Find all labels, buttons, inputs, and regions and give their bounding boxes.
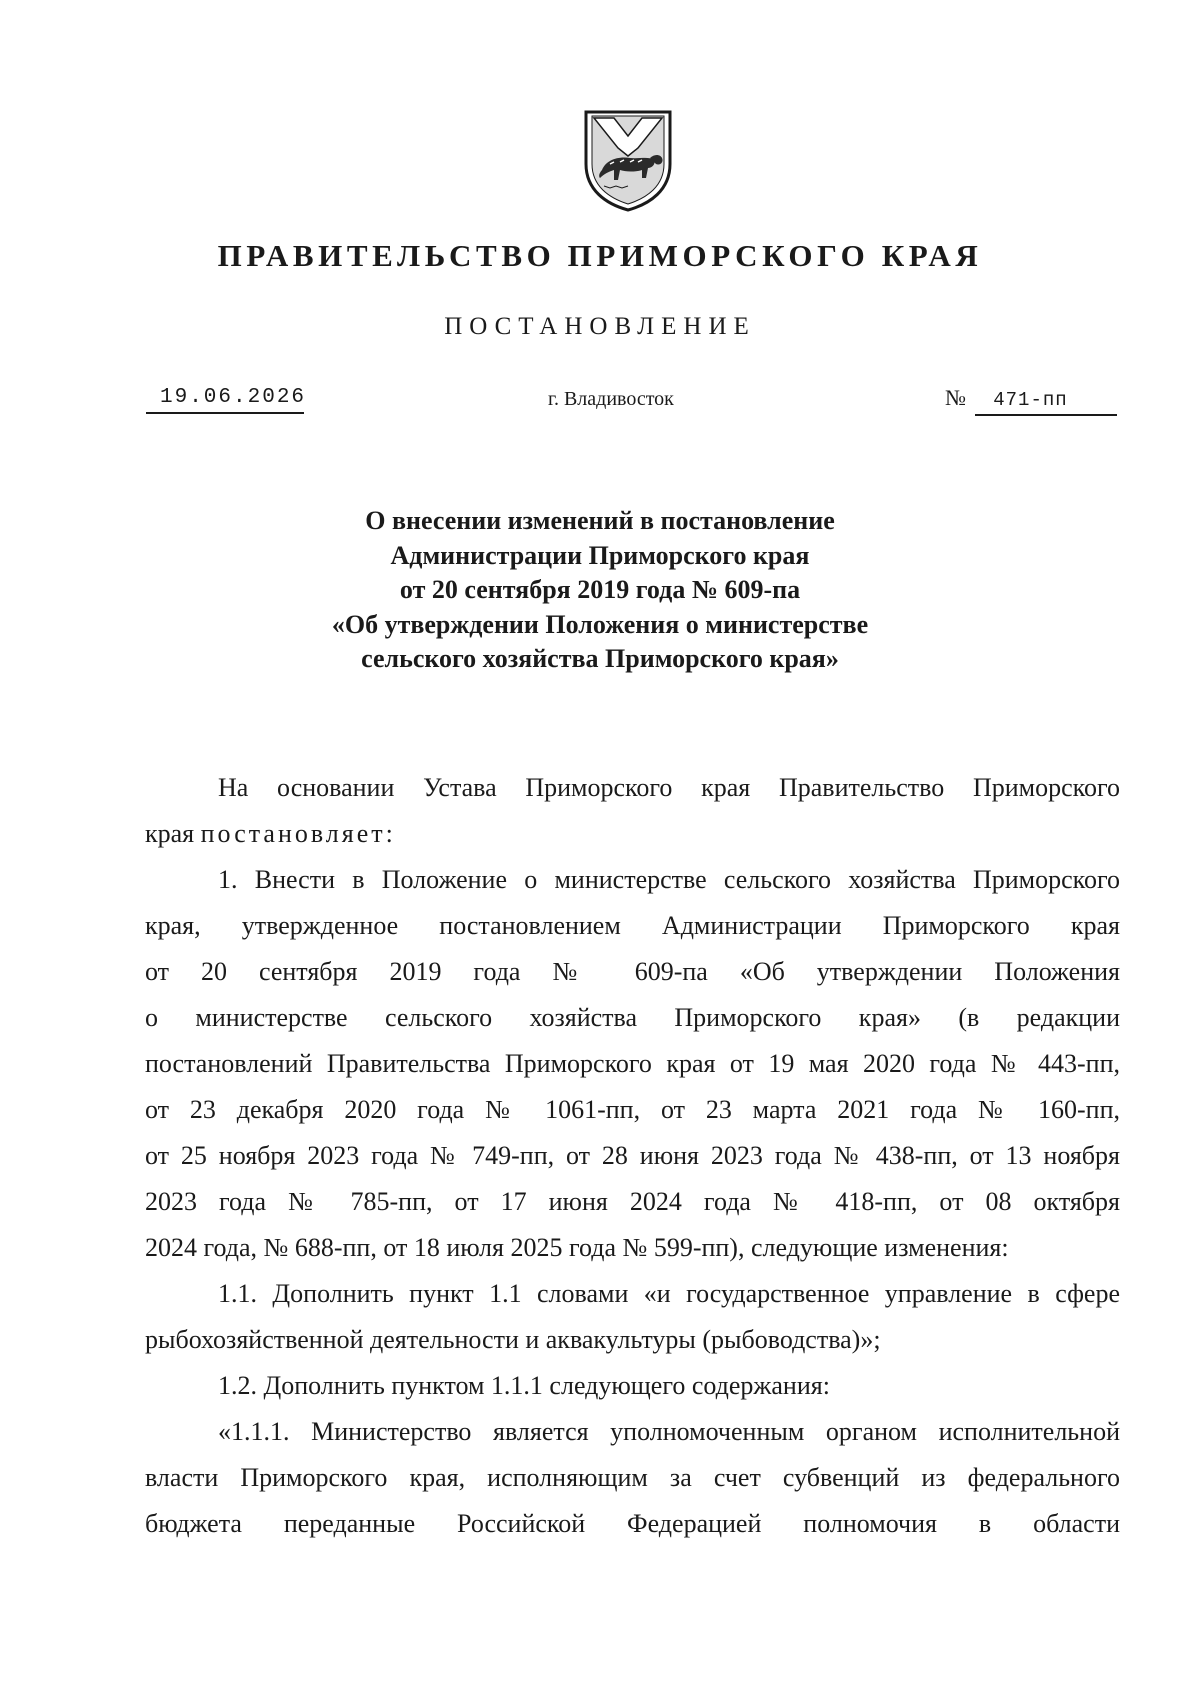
body-line: «1.1.1. Министерство является уполномоченным органом исполнительной (218, 1417, 1120, 1446)
body-line: постановлений Правительства Приморского края от 19 мая 2020 года № 443-пп, (145, 1049, 1120, 1078)
subject-line: «Об утверждении Положения о министерстве (331, 609, 869, 639)
body-line: от 25 ноября 2023 года № 749-пп, от 28 июня 2023 года № 438-пп, от 13 ноября (145, 1141, 1120, 1170)
body-line: рыбохозяйственной деятельности и аквакультуры (рыбоводства)»; (145, 1325, 881, 1354)
body-line: На основании Устава Приморского края Правительство Приморского (218, 773, 1120, 802)
subject-line: от 20 сентября 2019 года № 609-па (399, 575, 801, 604)
body-line: 1.1. Дополнить пункт 1.1 словами «и государственное управление в сфере (218, 1279, 1120, 1308)
body-line: от 23 декабря 2020 года № 1061-пп, от 23 марта 2021 года № 160-пп, (145, 1095, 1120, 1124)
body-line: 1.2. Дополнить пунктом 1.1.1 следующего содержания: (218, 1371, 830, 1400)
document-city: г. Владивосток (548, 388, 674, 410)
body-line: от 20 сентября 2019 года № 609-па «Об утверждении Положения (145, 957, 1120, 986)
subject-line: сельского хозяйства Приморского края» (361, 644, 839, 673)
body-line-emphasis: постановляет: (200, 819, 396, 848)
document-body (145, 765, 1120, 1547)
coat-of-arms-icon (580, 106, 676, 214)
number-sign: № (945, 385, 966, 410)
body-line-segment: края (145, 819, 201, 848)
document-date: 19.06.2026 (146, 384, 304, 414)
organization-title: ПРАВИТЕЛЬСТВО ПРИМОРСКОГО КРАЯ (217, 238, 983, 273)
document-number-value: 471-пп (975, 386, 1117, 416)
document-type-heading: ПОСТАНОВЛЕНИЕ (444, 313, 756, 340)
body-line: 1. Внести в Положение о министерстве сельского хозяйства Приморского (218, 865, 1120, 894)
document-subject (0, 504, 1200, 677)
body-line: 2024 года, № 688-пп, от 18 июля 2025 года № 599-пп), следующие изменения: (145, 1233, 1009, 1262)
body-line: бюджета переданные Российской Федерацией полномочия в области (145, 1509, 1120, 1538)
subject-line: Администрации Приморского края (390, 540, 810, 570)
subject-line: О внесении изменений в постановление (365, 506, 835, 535)
body-line: власти Приморского края, исполняющим за счет субвенций из федерального (145, 1463, 1120, 1492)
body-line: края, утвержденное постановлением Администрации Приморского края (145, 911, 1120, 940)
body-line: 2023 года № 785-пп, от 17 июня 2024 года № 418-пп, от 08 октября (145, 1187, 1120, 1216)
body-line: о министерстве сельского хозяйства Приморского края» (в редакции (145, 1003, 1120, 1032)
body-line (145, 811, 1120, 857)
document-meta-row (0, 384, 1200, 418)
document-number (945, 384, 1117, 416)
